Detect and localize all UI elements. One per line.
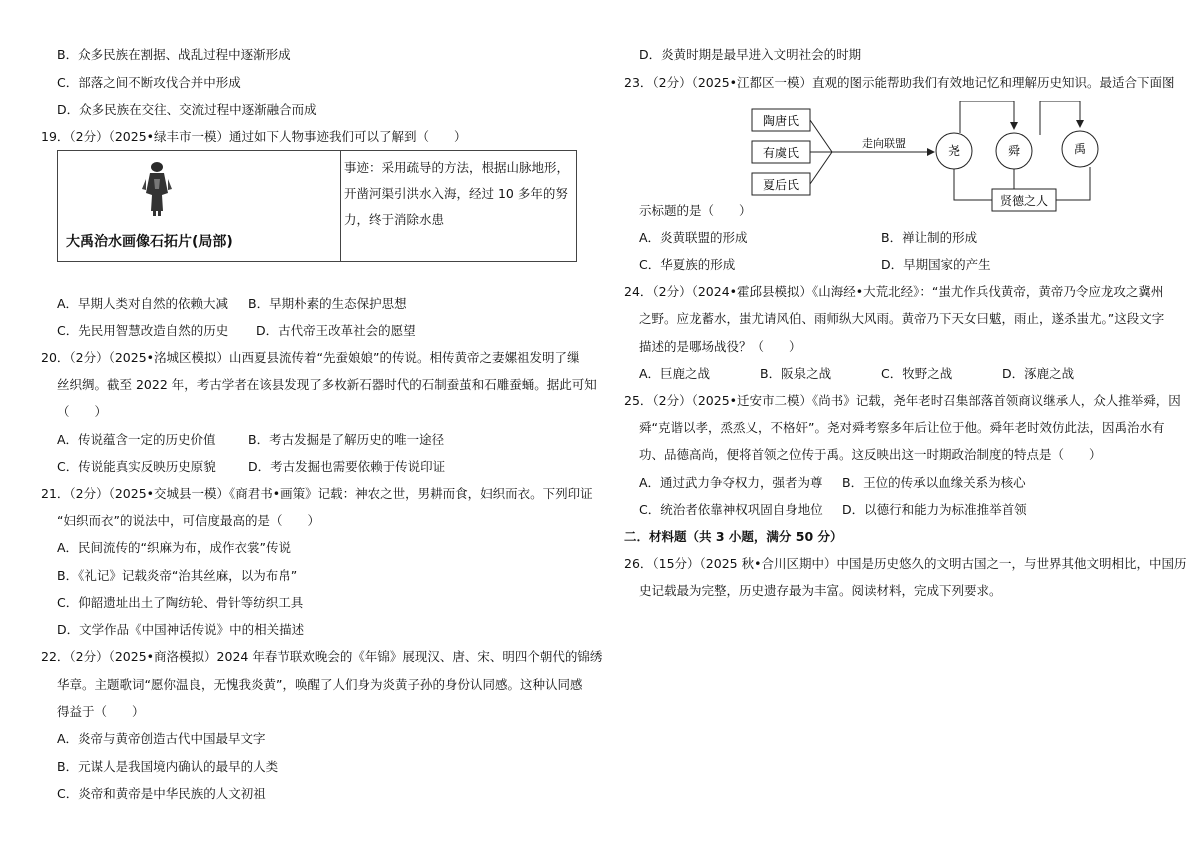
stone-rubbing-image <box>140 159 174 217</box>
tribe-label-youyu: 有虞氏 <box>762 146 800 160</box>
q21-option-c[interactable]: C．仰韶遗址出土了陶纺轮、骨针等纺织工具 <box>57 595 304 610</box>
q23-option-b[interactable]: B．禅让制的形成 <box>881 230 978 245</box>
q19-option-c[interactable]: C．先民用智慧改造自然的历史 <box>57 323 229 338</box>
q23-stem-line-1: 23．（2分）（2025•江都区一模）直观的图示能帮助我们有效地记忆和理解历史知识。最适合下面图 <box>624 75 1175 90</box>
q19-figure-cell <box>58 151 341 261</box>
q22-option-b[interactable]: B．元谋人是我国境内确认的最早的人类 <box>57 759 279 774</box>
q26-stem-line-2: 史记载最为完整，历史遗存最为丰富。阅读材料，完成下列要求。 <box>639 583 1002 598</box>
q20-option-d[interactable]: D．考古发掘也需要依赖于传说印证 <box>248 459 446 474</box>
q24-option-b[interactable]: B．阪泉之战 <box>760 366 832 381</box>
q21-stem-line-2: “妇织而衣”的说法中，可信度最高的是（ ） <box>57 513 320 528</box>
q24-stem-line-3: 描述的是哪场战役？（ ） <box>639 339 802 354</box>
q20-stem-line-2: 丝织绸。截至 2022 年，考古学者在该县发现了多枚新石器时代的石制蚕茧和石雕蚕蛹。据此可知 <box>57 377 597 392</box>
yao-to-shun-arrow <box>960 101 1014 129</box>
q19-figure-caption: 大禹治水画像石拓片(局部) <box>66 234 233 250</box>
q24-option-a[interactable]: A．巨鹿之战 <box>639 366 711 381</box>
q22-option-a[interactable]: A．炎帝与黄帝创造古代中国最早文字 <box>57 731 266 746</box>
q22-stem-line-3: 得益于（ ） <box>57 704 145 719</box>
q20-stem-line-3: （ ） <box>57 404 108 419</box>
q21-stem-line-1: 21．（2分）（2025•交城县一模）《商君书•画策》记载：神农之世，男耕而食，妇织而衣。下列印证 <box>41 486 593 501</box>
ruler-label-shun: 舜 <box>1007 144 1021 158</box>
q21-option-b[interactable]: B．《礼记》记载炎帝“治其丝麻，以为布帛” <box>57 568 298 583</box>
q25-option-c[interactable]: C．统治者依靠神权巩固自身地位 <box>639 502 823 517</box>
q21-option-d[interactable]: D．文学作品《中国神话传说》中的相关描述 <box>57 622 305 637</box>
shun-to-yu-arrow <box>1040 101 1080 127</box>
q18-option-b[interactable]: B．众多民族在割据、战乱过程中逐渐形成 <box>57 47 291 62</box>
q26-stem-line-1: 26．（15分）（2025 秋•合川区期中）中国是历史悠久的文明古国之一，与世界其他文明相比，中国历 <box>624 556 1187 571</box>
ruler-label-yu: 禹 <box>1073 142 1087 156</box>
q19-figure-table <box>57 150 577 262</box>
q22-stem-line-1: 22．（2分）（2025•商洛模拟）2024 年春节联欢晚会的《年锦》展现汉、唐、宋、明四个朝代的锦绣 <box>41 649 603 664</box>
q25-option-b[interactable]: B．王位的传承以血缘关系为核心 <box>842 475 1026 490</box>
q21-option-a[interactable]: A．民间流传的“织麻为布，成作衣裳”传说 <box>57 540 292 555</box>
tribe-label-xiahou: 夏后氏 <box>762 178 800 192</box>
q24-option-c[interactable]: C．牧野之战 <box>881 366 953 381</box>
q22-stem-line-2: 华章。主题歌词“愿你温良，无愧我炎黄”，唤醒了人们身为炎黄子孙的身份认同感。这种认同感 <box>57 677 583 692</box>
ruler-label-yao: 尧 <box>947 144 961 158</box>
q25-stem-line-3: 功、品德高尚，便将首领之位传于禹。这反映出这一时期政治制度的特点是（ ） <box>639 447 1102 462</box>
q19-option-b[interactable]: B．早期朴素的生态保护思想 <box>248 296 407 311</box>
q25-stem-line-2: 舜“克谐以孝，烝烝乂，不格奸”。尧对舜考察多年后让位于他。舜年老时效仿此法，因禹治水有 <box>639 420 1165 435</box>
q19-option-d[interactable]: D．古代帝王改革社会的愿望 <box>256 323 416 338</box>
q23-option-d[interactable]: D．早期国家的产生 <box>881 257 991 272</box>
q20-stem-line-1: 20．（2分）（2025•洺城区模拟）山西夏县流传着“先蚕娘娘”的传说。相传黄帝之妻嫘祖发明了缫 <box>41 350 580 365</box>
q23-option-a[interactable]: A．炎黄联盟的形成 <box>639 230 748 245</box>
q24-option-d[interactable]: D．涿鹿之战 <box>1002 366 1075 381</box>
q20-option-a[interactable]: A．传说蕴含一定的历史价值 <box>57 432 216 447</box>
tribe-label-taotang: 陶唐氏 <box>762 114 800 128</box>
q23-option-c[interactable]: C．华夏族的形成 <box>639 257 736 272</box>
q24-stem-line-2: 之野。应龙蓄水，蚩尤请风伯、雨师纵大风雨。黄帝乃下天女曰魃，雨止，遂杀蚩尤。”这段文字 <box>639 311 1165 326</box>
q20-option-b[interactable]: B．考古发掘是了解历史的唯一途径 <box>248 432 445 447</box>
q25-option-d[interactable]: D．以德行和能力为标准推举首领 <box>842 502 1027 517</box>
q23-stem-line-2: 示标题的是（ ） <box>639 203 752 218</box>
q25-option-a[interactable]: A．通过武力争夺权力，强者为尊 <box>639 475 823 490</box>
q18-option-d[interactable]: D．众多民族在交往、交流过程中逐渐融合而成 <box>57 102 317 117</box>
q25-stem-line-1: 25．（2分）（2025•迁安市二模）《尚书》记载，尧年老时召集部落首领商议继承人，众人推举舜，因 <box>624 393 1181 408</box>
alliance-label: 走向联盟 <box>862 137 906 150</box>
q23-diagram <box>750 101 1130 219</box>
virtue-label: 贤德之人 <box>999 194 1049 208</box>
q24-stem-line-1: 24．（2分）（2024•霍邱县模拟）《山海经•大荒北经》：“蚩尤作兵伐黄帝，黄帝乃令应龙攻之冀州 <box>624 284 1164 299</box>
q19-stem: 19．（2分）（2025•绿丰市一模）通过如下人物事迹我们可以了解到（ ） <box>41 129 467 144</box>
q19-deeds-text: 事迹：采用疏导的方法，根据山脉地形，开凿河渠引洪水入海，经过 10 多年的努力，终于消除水患 <box>344 160 570 227</box>
q20-option-c[interactable]: C．传说能真实反映历史原貌 <box>57 459 216 474</box>
q18-option-c[interactable]: C．部落之间不断攻伐合并中形成 <box>57 75 241 90</box>
q19-option-a[interactable]: A．早期人类对自然的依赖大减 <box>57 296 229 311</box>
q22-option-d[interactable]: D．炎黄时期是最早进入文明社会的时期 <box>639 47 862 62</box>
section-2-heading: 二．材料题（共 3 小题，满分 50 分） <box>624 529 843 544</box>
q22-option-c[interactable]: C．炎帝和黄帝是中华民族的人文初祖 <box>57 786 266 801</box>
